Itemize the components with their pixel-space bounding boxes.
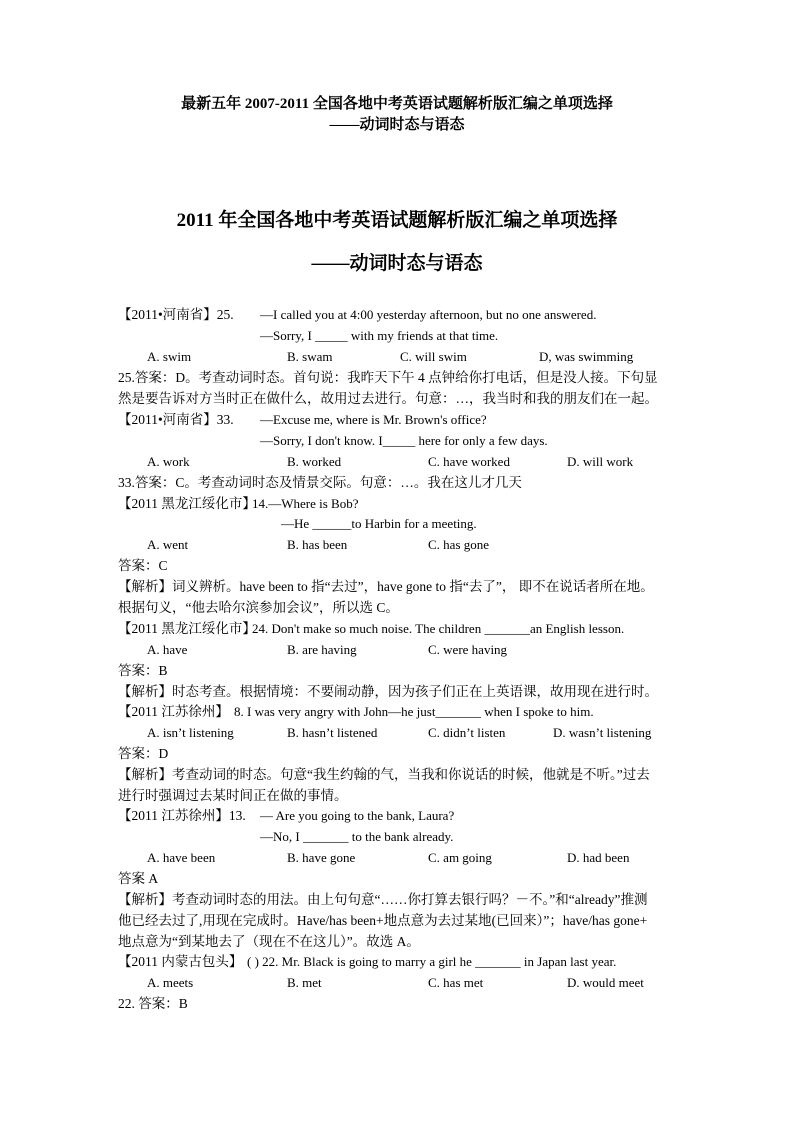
section-heading-line2: ——动词时态与语态 [311,253,483,274]
option-a: A. isn’t listening [147,725,234,740]
option-d: D. will work [567,454,634,469]
option-d: D. would meet [567,975,644,990]
option-b: B. hasn’t listened [287,725,378,740]
question-line: ( ) 22. Mr. Black is going to marry a girl he _______ in Japan last year. [247,954,617,969]
question-line: —Excuse me, where is Mr. Brown's office? [260,412,487,427]
question-line: —Sorry, I _____ with my friends at that time. [260,328,499,343]
option-c: C. am going [428,850,492,865]
option-b: B. has been [287,537,348,552]
question-source: 【2011 内蒙古包头】 [118,954,243,969]
question-line: — Are you going to the bank, Laura? [260,808,455,823]
option-c: C. has gone [428,537,490,552]
analysis-text: 根据句义，“他去哈尔滨参加会议”，所以选 C。 [118,600,399,615]
option-b: B. worked [287,454,342,469]
option-a: A. went [147,537,189,552]
question-source: 【2011 黑龙江绥化市】 [118,496,256,511]
answer-text: 22. 答案：B [118,996,188,1011]
option-b: B. have gone [287,850,356,865]
document-title-line2: ——动词时态与语态 [329,117,465,133]
question-line: 14.—Where is Bob? [252,496,359,511]
option-b: B. swam [287,349,333,364]
answer-text: 然是要告诉对方当时正在做什么，故用过去进行。句意：…，我当时和我的朋友们在一起。 [118,391,658,406]
question-line: —No, I _______ to the bank already. [260,829,454,844]
option-a: A. work [147,454,190,469]
answer-text: 答案 A [118,871,159,886]
answer-text: 答案：C [118,558,168,573]
question-source: 【2011 江苏徐州】13. [118,808,246,823]
option-c: C. didn’t listen [428,725,506,740]
question-line: 24. Don't make so much noise. The children _______an English lesson. [252,621,625,636]
question-line: —He ______to Harbin for a meeting. [281,516,477,531]
option-a: A. have [147,642,188,657]
question-source: 【2011 黑龙江绥化市】 [118,621,256,636]
option-b: B. are having [287,642,357,657]
option-c: C. have worked [428,454,510,469]
analysis-text: 地点意为“到某地去了（现在不在这儿）”。故选 A。 [118,934,420,949]
answer-text: 25.答案：D。考查动词时态。首句说：我昨天下午 4 点钟给你打电话，但是没人接。下句显 [118,370,658,385]
answer-text: 33.答案：C。考查动词时态及情景交际。句意：…。我在这儿才几天 [118,475,522,490]
question-line: 8. I was very angry with John—he just_______ when I spoke to him. [234,704,594,719]
option-d: D, was swimming [539,349,634,364]
analysis-text: 他已经去过了,用现在完成时。Have/has been+地点意为去过某地(已回来）”；have/has gone+ [118,913,648,928]
section-heading-line1: 2011 年全国各地中考英语试题解析版汇编之单项选择 [176,210,618,231]
question-line: —I called you at 4:00 yesterday afternoon, but no one answered. [260,307,597,322]
question-source: 【2011•河南省】33. [118,412,234,427]
option-a: A. swim [147,349,192,364]
question-line: —Sorry, I don't know. I_____ here for only a few days. [260,433,548,448]
question-source: 【2011 江苏徐州】 [118,704,229,719]
analysis-text: 【解析】考查动词的时态。句意“我生约翰的气，当我和你说话的时候，他就是不听。”过去 [118,767,650,782]
option-c: C. will swim [400,349,467,364]
answer-text: 答案：B [118,663,168,678]
document-title-line1: 最新五年 2007-2011 全国各地中考英语试题解析版汇编之单项选择 [181,96,613,112]
option-a: A. have been [147,850,216,865]
option-c: C. has met [428,975,484,990]
answer-text: 答案：D [118,746,169,761]
analysis-text: 进行时强调过去某时间正在做的事情。 [118,788,348,803]
analysis-text: 【解析】时态考查。根据情境：不要闹动静，因为孩子们正在上英语课，故用现在进行时。 [118,684,658,699]
question-source: 【2011•河南省】25. [118,307,234,322]
option-c: C. were having [428,642,508,657]
option-d: D. wasn’t listening [553,725,652,740]
analysis-text: 【解析】词义辨析。have been to 指“去过”，have gone to 指“去了”， 即不在说话者所在地。 [118,579,654,594]
option-d: D. had been [567,850,630,865]
option-a: A. meets [147,975,194,990]
analysis-text: 【解析】考查动词时态的用法。由上句句意“……你打算去银行吗？－不。”和“already”推测 [118,892,648,907]
option-b: B. met [287,975,322,990]
